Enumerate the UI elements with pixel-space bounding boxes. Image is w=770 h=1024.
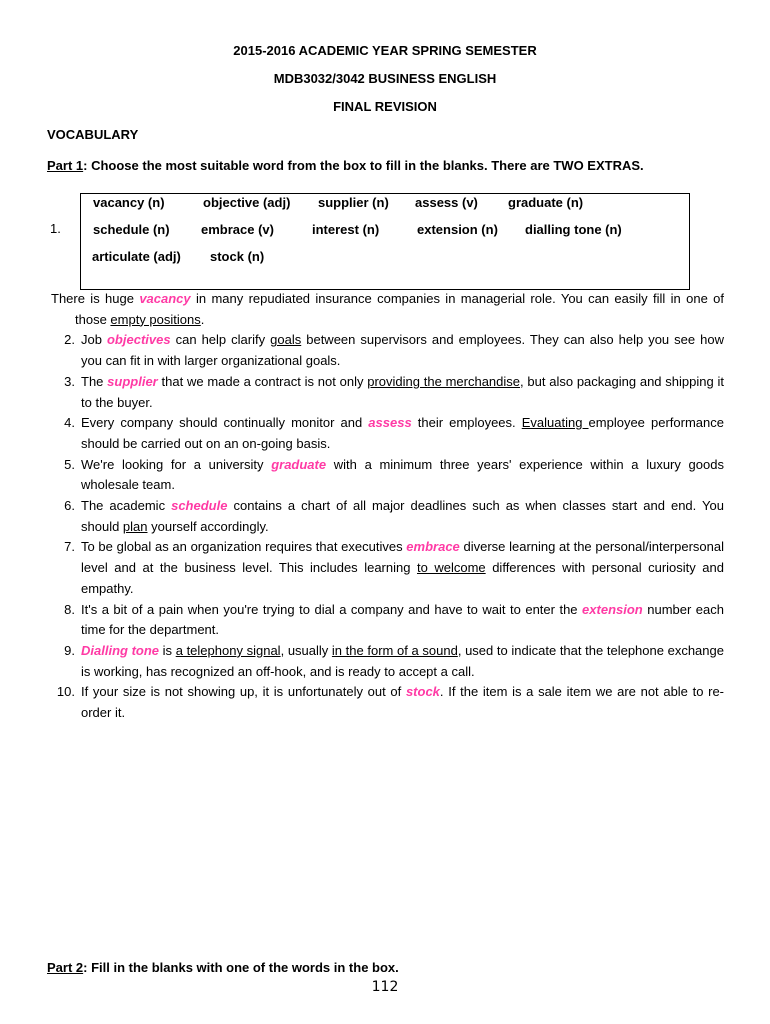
word-box-item: schedule (n)	[93, 222, 170, 237]
sentence-text: yourself accordingly.	[147, 518, 269, 534]
sentence-text: , but also packaging and shipping it to the buyer.	[81, 373, 724, 410]
item-number: 2.	[64, 332, 75, 348]
item-number: 9.	[64, 642, 75, 658]
answer-word: graduate	[271, 456, 327, 472]
underlined-phrase: goals	[270, 332, 302, 348]
underlined-phrase: empty positions	[110, 311, 201, 327]
sentence-text: with a minimum three years' experience within a luxury goods wholesale team.	[81, 456, 724, 493]
sentence-text: their employees.	[411, 415, 522, 431]
word-box-item: objective (adj)	[203, 195, 291, 210]
answer-word: vacancy	[139, 291, 191, 306]
sentence-text: If your size is not showing up, it is unfortunately out of	[81, 684, 406, 700]
sentence-text: It's a bit of a pain when you're trying to dial a company and have to wait to enter the	[81, 601, 583, 617]
item-number: 3.	[64, 373, 75, 389]
sentence-text: , usually	[280, 642, 332, 658]
sentence-text: . If the item is a sale item we are not able to re-order it.	[81, 684, 724, 721]
sentence-text: , used to indicate that the telephone exchange is working, has recognized an off-hook, and is ready to accept a call.	[81, 642, 724, 679]
sentence-text: number each time for the department.	[81, 601, 724, 638]
answer-word: objectives	[106, 332, 171, 348]
word-box-item: vacancy (n)	[93, 195, 165, 210]
list-item	[47, 682, 724, 723]
underlined-phrase: a telephony signal	[175, 642, 281, 658]
word-box-item: articulate (adj)	[92, 249, 181, 264]
answer-word: supplier	[107, 373, 158, 389]
underlined-phrase: Evaluating	[521, 415, 589, 431]
word-box-item: graduate (n)	[508, 195, 584, 210]
sentence-text: in many repudiated insurance companies in managerial role. You can easily fill in one of those	[75, 291, 724, 327]
sentence-text: that we made a contract is not only	[157, 373, 368, 389]
list-item	[47, 413, 724, 454]
part2-heading	[47, 960, 399, 975]
item-number: 8.	[64, 601, 75, 617]
sentence-text: To be global as an organization requires that executives	[81, 539, 407, 555]
sentence-text: Every company should continually monitor and	[81, 415, 369, 431]
sentence-text: The academic	[81, 498, 172, 514]
list-item	[47, 372, 724, 413]
word-box-item: interest (n)	[312, 222, 380, 237]
list-item	[47, 289, 724, 330]
list-item	[47, 600, 724, 641]
sentence-text: There is huge	[51, 291, 140, 306]
part1-heading	[47, 158, 644, 173]
word-box-item: assess (v)	[415, 195, 478, 210]
sentence-text: can help clarify	[170, 332, 271, 348]
list-item	[47, 641, 724, 682]
word-box-item: stock (n)	[210, 249, 265, 264]
sentence-text: Job	[81, 332, 107, 348]
box-number: 1.	[50, 221, 61, 236]
sentence-text: between supervisors and employees. They can also help you see how you can fit in with larger organizational goals.	[81, 332, 725, 369]
sentence-text: .	[200, 311, 205, 327]
word-box-item: supplier (n)	[318, 195, 389, 210]
sentence-text: We're looking for a university	[81, 456, 272, 472]
item-number: 7.	[64, 539, 75, 555]
sentence-text: contains a chart of all major deadlines such as when classes start and end. You should	[81, 498, 724, 534]
word-box-item: extension (n)	[417, 222, 498, 237]
sentence-text: employee performance should be carried out on an on-going basis.	[81, 415, 724, 451]
item-number: 5.	[64, 456, 75, 472]
word-box-item: embrace (v)	[201, 222, 274, 237]
sentence-list	[47, 289, 724, 724]
header-line-2: MDB3032/3042 BUSINESS ENGLISH	[273, 71, 497, 86]
sentence-text: The	[81, 373, 108, 389]
answer-word: schedule	[171, 498, 228, 514]
word-box	[80, 193, 690, 290]
answer-word: extension	[582, 601, 643, 617]
underlined-phrase: providing the merchandise	[367, 373, 520, 389]
list-item	[47, 330, 724, 371]
underlined-phrase: to welcome	[417, 560, 486, 576]
item-number: 10.	[56, 684, 75, 700]
underlined-phrase: in the form of a sound	[331, 642, 458, 658]
underlined-phrase: plan	[122, 518, 148, 534]
header-line-1: 2015-2016 ACADEMIC YEAR SPRING SEMESTER	[233, 43, 537, 58]
part2-instruction: : Fill in the blanks with one of the words in the box.	[83, 960, 399, 975]
part1-instruction: : Choose the most suitable word from the box to fill in the blanks. There are TWO EXTRAS.	[83, 158, 644, 173]
answer-word: assess	[368, 415, 412, 431]
item-number: 4.	[64, 415, 75, 431]
answer-word: Dialling tone	[81, 642, 160, 658]
part1-label: Part 1	[47, 158, 84, 173]
list-item	[47, 496, 724, 537]
sentence-text: differences with personal curiosity and empathy.	[81, 560, 725, 596]
word-box-item: dialling tone (n)	[525, 222, 622, 237]
item-number: 6.	[64, 498, 75, 514]
page-number: 112	[371, 979, 399, 995]
part2-label: Part 2	[47, 960, 84, 975]
list-item	[47, 455, 724, 496]
sentence-text: diverse learning at the personal/interpersonal level and at the business level. This includes learning	[81, 539, 724, 576]
section-title: VOCABULARY	[47, 127, 139, 142]
answer-word: stock	[405, 684, 440, 700]
list-item	[47, 537, 724, 599]
answer-word: embrace	[406, 539, 460, 555]
header-line-3: FINAL REVISION	[333, 99, 437, 114]
sentence-text: is	[159, 642, 176, 658]
